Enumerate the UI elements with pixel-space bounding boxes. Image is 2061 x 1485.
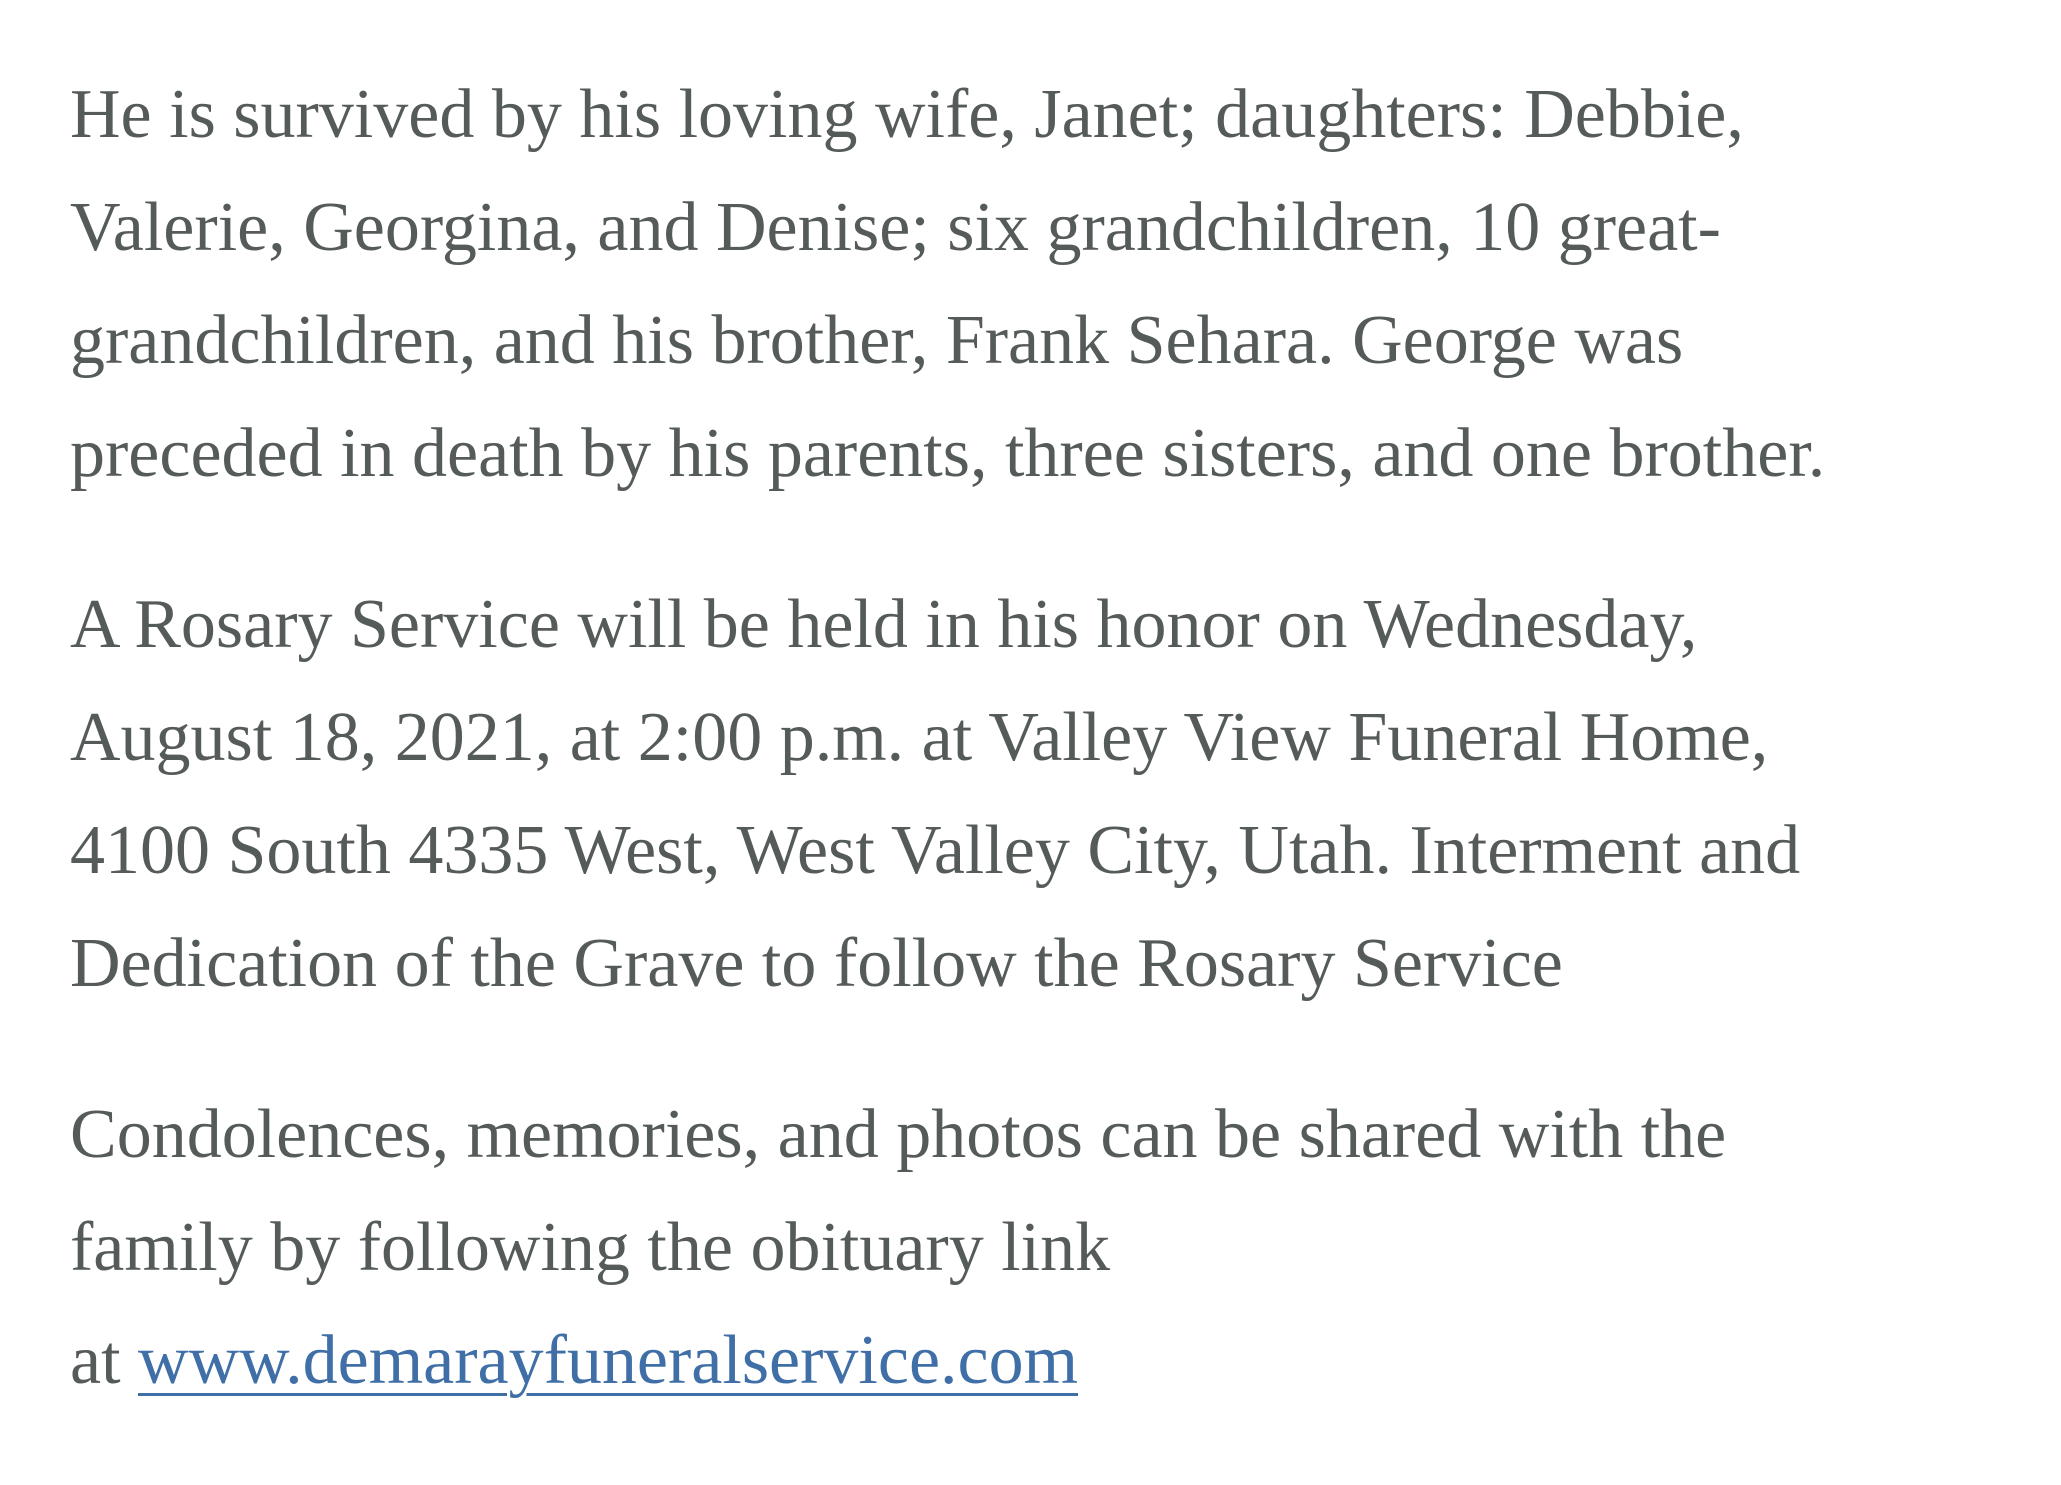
paragraph-line: Condolences, memories, and photos can be shared with the [70, 1096, 1727, 1173]
condolences-paragraph [70, 1078, 2030, 1417]
obituary-text [70, 58, 2030, 1417]
link-prefix: at [70, 1322, 139, 1399]
paragraph-line: family by following the obituary link [70, 1209, 1111, 1286]
paragraph-line: preceded in death by his parents, three sisters, and one brother. [70, 415, 1826, 492]
paragraph-line: A Rosary Service will be held in his honor on Wednesday, [70, 586, 1698, 663]
paragraph-line: 4100 South 4335 West, West Valley City, Utah. Interment and [70, 812, 1801, 889]
service-paragraph [70, 568, 2030, 1020]
paragraph-line: August 18, 2021, at 2:00 p.m. at Valley View Funeral Home, [70, 699, 1769, 776]
paragraph-line: He is survived by his loving wife, Janet; daughters: Debbie, [70, 76, 1744, 153]
obituary-link[interactable]: www.demarayfuneralservice.com [138, 1322, 1079, 1399]
paragraph-line: Dedication of the Grave to follow the Rosary Service [70, 925, 1563, 1002]
paragraph-line: grandchildren, and his brother, Frank Sehara. George was [70, 302, 1684, 379]
paragraph-line: Valerie, Georgina, and Denise; six grandchildren, 10 great- [70, 189, 1721, 266]
link-line [70, 1304, 2030, 1417]
survivors-paragraph [70, 58, 2030, 510]
